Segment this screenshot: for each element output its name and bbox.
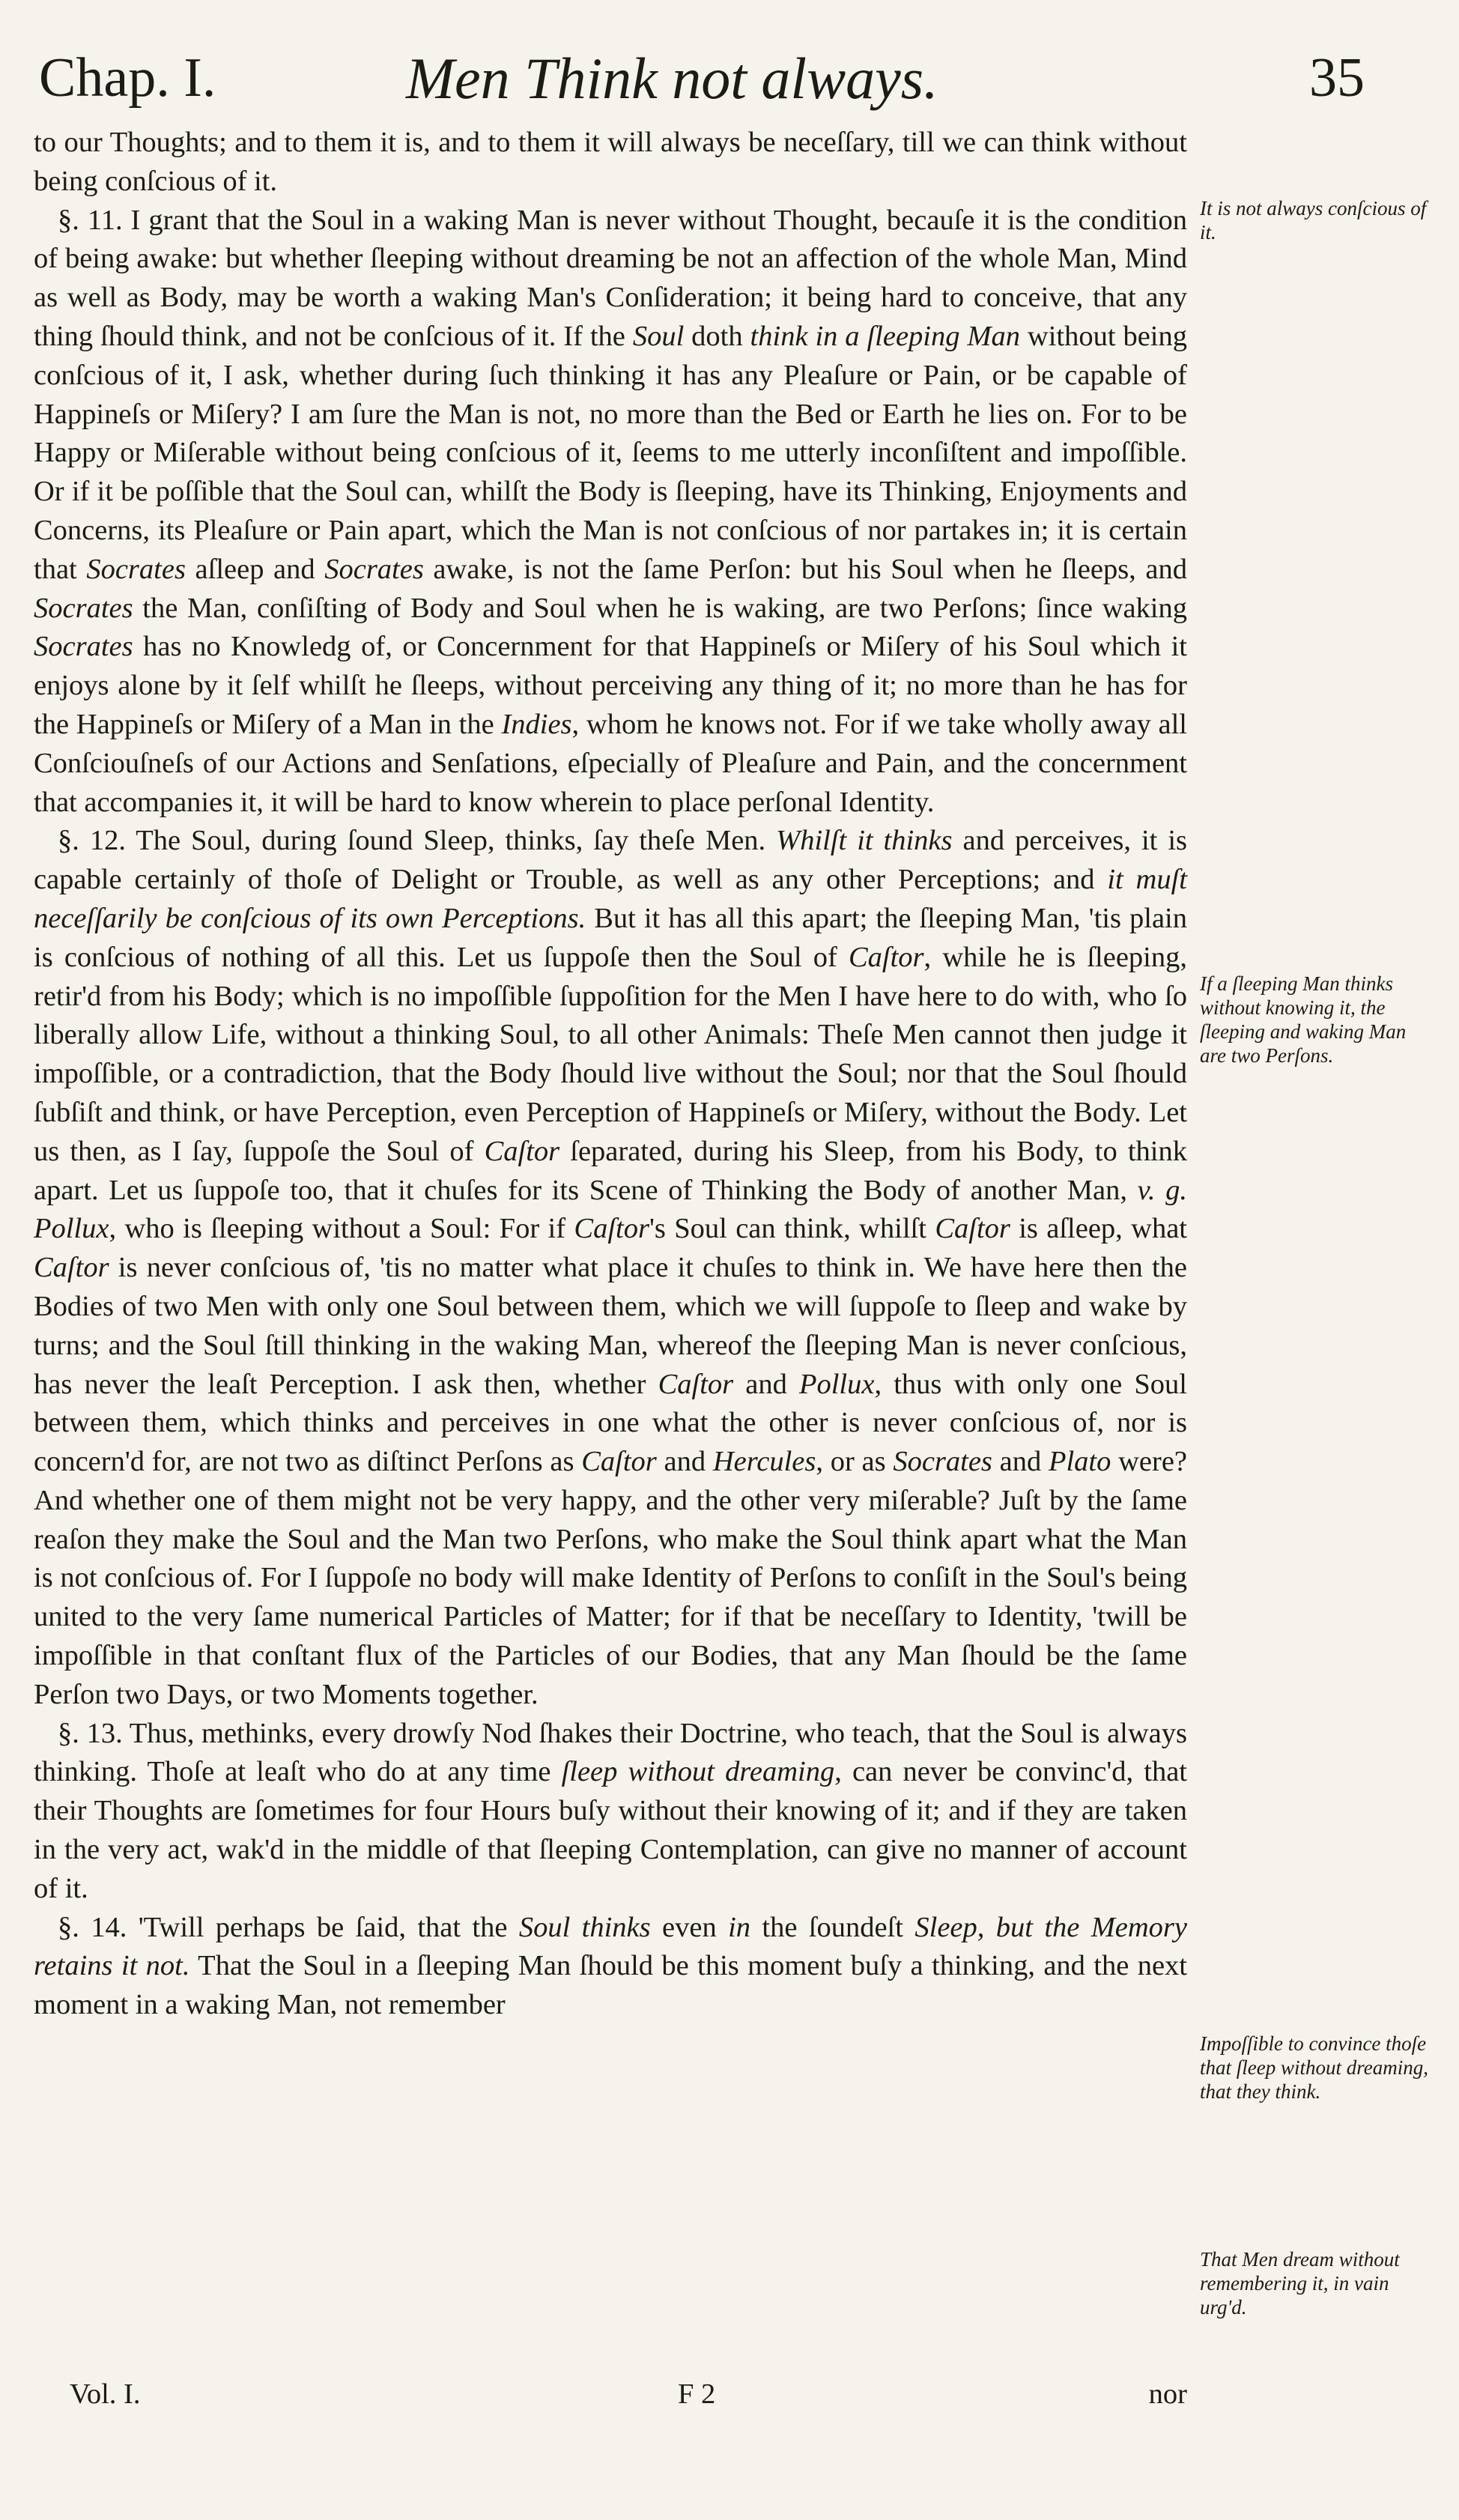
running-title: Men Think not always.: [406, 46, 938, 111]
text-run: That the Soul in a ſleeping Man ſhould be this moment buſy a thinking, and the next moment in a waking Man, not remember: [34, 1950, 1188, 2021]
italic-run: think in a ſleeping Man: [750, 320, 1020, 352]
text-run: §. 12. The Soul, during ſound Sleep, thinks, ſay theſe Men.: [58, 825, 777, 857]
text-run: ſeparated, during his Sleep, from his Body, to think apart. Let us ſuppoſe too, that it chuſes for its Scene of Thinking the Body of another Man,: [34, 1135, 1187, 1206]
text-run: , can never be convinc'd, that their Thoughts are ſometimes for four Hours buſy without their knowing of it; and if they are taken in the very act, wak'd in the middle of that ſleeping Contemplation, can give no manner of account of it.: [34, 1756, 1187, 1904]
paragraph-continuation: to our Thoughts; and to them it is, and to them it will always be neceſſary, till we can think without being conſcious of it.: [34, 127, 1187, 197]
text-run: But it has all this apart; the ſleeping Man, 'tis plain is conſcious of nothing of all this. Let us ſuppoſe then the Soul of: [34, 902, 1187, 973]
margin-note-section-14: That Men dream without remembering it, in vain urg'd.: [1200, 2248, 1400, 2318]
text-run: is never conſcious of, 'tis no matter what place it chuſes to think in. We have here then the Bodies of two Men with only one Soul between them, which we will ſuppoſe to ſleep and wake by turns; and the Soul ſtill thinking in the waking Man, whereof the ſleeping Man is never conſcious, has never the leaſt Perception. I ask then, whether: [34, 1252, 1187, 1400]
italic-run: Plato: [1048, 1446, 1111, 1478]
italic-run: Caſtor: [34, 1252, 109, 1284]
italic-run: Pollux: [798, 1368, 875, 1400]
text-run: has no Knowledg of, or Concernment for that Happineſs or Miſery of his Soul which it enjoys alone by it ſelf whilſt he ſleeps, without perceiving any thing of it; no more than he has for the Happineſs or Miſery of a Man in the: [34, 631, 1187, 740]
text-run: §. 11. I grant that the Soul in a waking Man is never without Thought, becauſe it is the condition of being awake: but whether ſleeping without dreaming be not an affection of the whole Man, Mind as well as Body, may be worth a waking Man's Conſideration; it being hard to conceive, that any thing ſhould think, and not be conſcious of it. If the: [34, 204, 1187, 352]
italic-run: Socrates: [34, 631, 133, 663]
italic-run: Caſtor: [848, 941, 924, 973]
margin-note-section-12: If a ſleeping Man thinks without knowing it, the ſleeping and waking Man are two Perſons.: [1200, 972, 1407, 1067]
italic-run: Caſtor: [484, 1135, 560, 1167]
italic-run: Caſtor: [935, 1213, 1010, 1245]
italic-run: Socrates: [324, 553, 424, 585]
text-run: even: [650, 1911, 729, 1943]
text-run: and: [992, 1446, 1049, 1478]
text-run: §. 13. Thus, methinks, every drowſy Nod ſhakes their Doctrine, who teach, that the Soul is always thinking. Thoſe at leaſt who do at any time: [34, 1717, 1187, 1788]
paragraph-section-13: [34, 1715, 1187, 1909]
italic-run: v. g. Pollux: [34, 1174, 1187, 1245]
volume-label: Vol. I.: [70, 2378, 141, 2410]
italic-run: Socrates: [893, 1446, 992, 1478]
text-run: the Man, conſiſting of Body and Soul when he is waking, are two Perſons; ſince waking: [133, 592, 1187, 624]
italic-run: Socrates: [86, 553, 186, 585]
text-run: , whom he knows not. For if we take wholly away all Conſciouſneſs of our Actions and Senſations, eſpecially of Pleaſure and Pain, and the concernment that accompanies it, it will be hard to know wherein to place perſonal Identity.: [34, 708, 1187, 818]
text-run: , or as: [816, 1446, 894, 1478]
italic-run: Socrates: [34, 592, 133, 624]
page-footer: [34, 2375, 1187, 2414]
text-run: the ſoundeſt: [750, 1911, 915, 1943]
italic-run: Soul thinks: [518, 1911, 651, 1943]
paragraph-section-14: [34, 1909, 1187, 2025]
text-run: , who is ſleeping without a Soul: For if: [109, 1213, 574, 1245]
italic-run: Hercules: [712, 1446, 816, 1478]
text-run: and perceives, it is capable certainly of thoſe of Delight or Trouble, as well as any other Perceptions; and: [34, 825, 1187, 896]
text-run: aſleep and: [185, 553, 325, 585]
paragraph-section-11: [34, 202, 1187, 823]
text-run: , thus with only one Soul between them, which thinks and perceives in one what the other is never conſcious of, nor is concern'd for, are not two as diſtinct Perſons as: [34, 1368, 1187, 1478]
italic-run: in: [728, 1911, 751, 1943]
text-run: without being conſcious of it, I ask, whether during ſuch thinking it has any Pleaſure or Pain, or be capable of Happineſs or Miſery? I am ſure the Man is not, no more than the Bed or Earth he lies on. For to be Happy or Miſerable without being conſcious of it, ſeems to me utterly inconſiſtent and impoſſible. Or if it be poſſible that the Soul can, whilſt the Body is ſleeping, have its Thinking, Enjoyments and Concerns, its Pleaſure or Pain apart, which the Man is not conſcious of nor partakes in; it is certain that: [34, 320, 1187, 585]
running-header: [39, 39, 1365, 118]
italic-run: ſleep without dreaming: [561, 1756, 835, 1788]
margin-note-section-13: Impoſſible to convince thoſe that ſleep without dreaming, that they think.: [1200, 2032, 1428, 2103]
signature-mark: F 2: [678, 2378, 716, 2410]
text-run: §. 14. 'Twill perhaps be ſaid, that the: [58, 1911, 519, 1943]
text-run: is aſleep, what: [1010, 1213, 1187, 1245]
text-run: awake, is not the ſame Perſon: but his Soul when he ſleeps, and: [423, 553, 1187, 585]
page-number: 35: [1309, 47, 1365, 109]
text-run: and: [733, 1368, 799, 1400]
text-run: , while he is ſleeping, retir'd from his Body; which is no impoſſible ſuppoſition for the Men I have here to do with, who ſo liberally allow Life, without a thinking Soul, to all other Animals: Theſe Men cannot then judge it impoſſible, or a contradiction, that the Body ſhould live without the Soul; nor that the Soul ſhould ſubſiſt and think, or have Perception, even Perception of Happineſs or Miſery, without the Body. Let us then, as I ſay, ſuppoſe the Soul of: [34, 941, 1187, 1167]
italic-run: Indies: [501, 708, 572, 740]
italic-run: Caſtor: [574, 1213, 649, 1245]
paragraph-section-12: [34, 822, 1187, 1714]
italic-run: Caſtor: [658, 1368, 734, 1400]
text-run: and: [656, 1446, 713, 1478]
italic-run: Soul: [632, 320, 685, 352]
text-run: 's Soul can think, whilſt: [649, 1213, 935, 1245]
italic-run: Sleep, but the Memory retains it not.: [34, 1911, 1188, 1982]
margin-note-section-11: It is not always conſcious of it.: [1200, 197, 1427, 243]
main-text: [34, 124, 1187, 2025]
text-run: doth: [684, 320, 750, 352]
italic-run: Caſtor: [581, 1446, 657, 1478]
italic-run: Whilſt it thinks: [776, 825, 953, 857]
chapter-label: Chap. I.: [39, 47, 216, 109]
italic-run: it muſt neceſſarily be conſcious of its own Perceptions.: [34, 864, 1187, 934]
text-run: were? And whether one of them might not be very happy, and the other very miſerable? Juſt by the ſame reaſon they make the Soul and the Man two Perſons, who make the Soul think apart what the Man is not conſcious of. For I ſuppoſe no body will make Identity of Perſons to conſiſt in the Soul's being united to the very ſame numerical Particles of Matter; for if that be neceſſary to Identity, 'twill be impoſſible in that conſtant flux of the Particles of our Bodies, that any Man ſhould be the ſame Perſon two Days, or two Moments together.: [34, 1446, 1188, 1710]
catchword: nor: [1148, 2378, 1187, 2410]
